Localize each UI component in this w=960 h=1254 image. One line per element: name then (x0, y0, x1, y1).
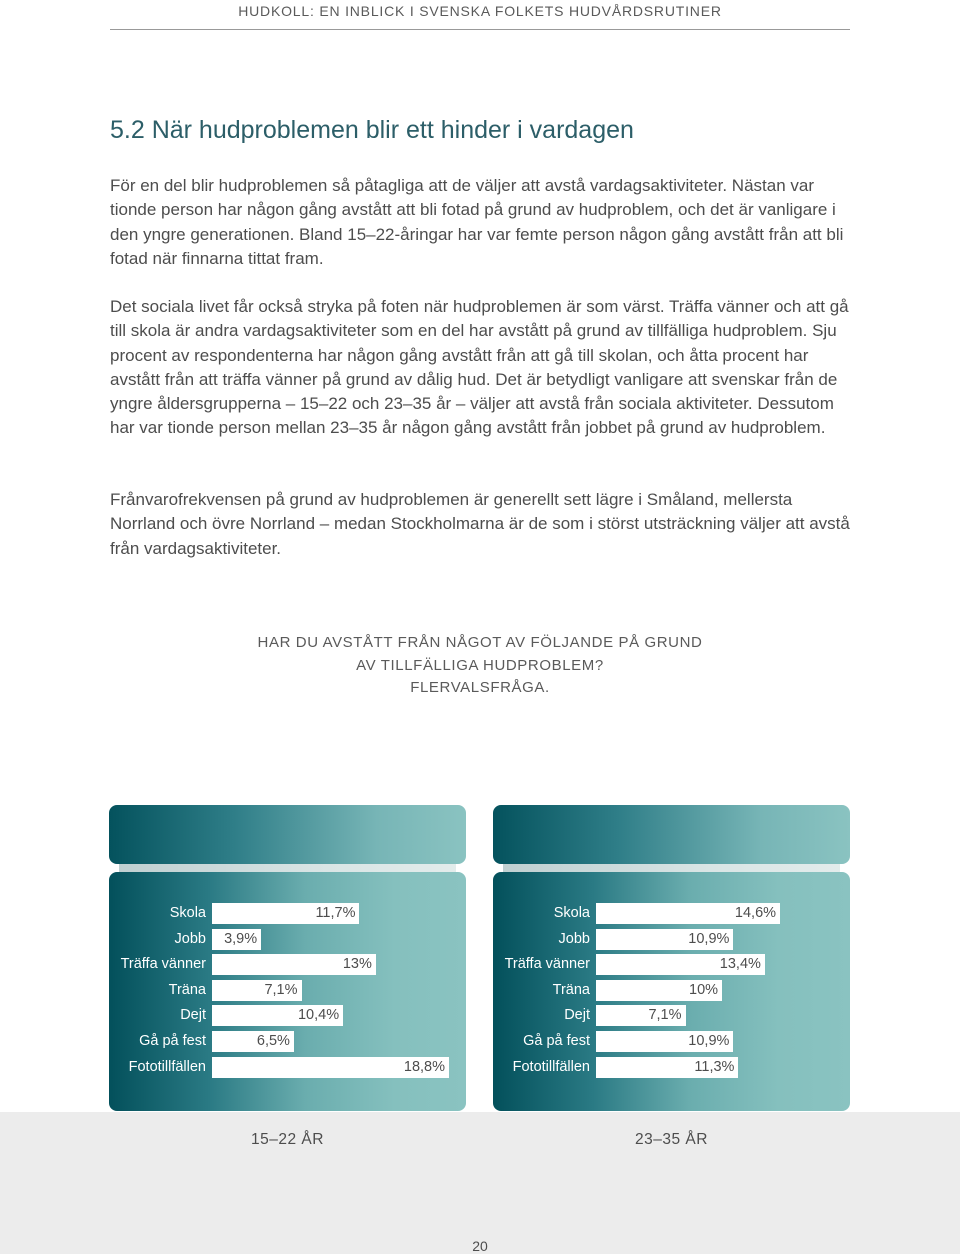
bar-row (493, 1031, 850, 1052)
bar-value-label: 13% (342, 956, 372, 973)
bar-value-label: 3,9% (224, 930, 258, 947)
bar-row (493, 929, 850, 950)
body-paragraph-3: Frånvarofrekvensen på grund av hudproblemen är generellt sett lägre i Småland, mellersta Norrland och övre Norrland – medan Stockholmarna är de som i störst utsträckning väljer att avstå från vardagsaktiviteter. (110, 490, 850, 558)
bar-row (109, 903, 466, 924)
bar-row (493, 1057, 850, 1078)
chart-question (110, 632, 850, 700)
bar-row (493, 954, 850, 975)
bar-value-label: 10,4% (297, 1007, 340, 1024)
jar-lid-decoration (109, 805, 466, 864)
bar (596, 980, 722, 1001)
bar-value-label: 6,5% (256, 1033, 290, 1049)
bar-row (493, 903, 850, 924)
bar (212, 1057, 449, 1078)
chart-panel-15-22 (109, 805, 466, 1111)
body-paragraph-2: Det sociala livet får också stryka på foten när hudproblemen är som värst. Träffa vänner och att gå till skola är andra vardagsaktiviteter som en del har avstått på grund av tillfälliga hudproblem. Sju procent av respondenterna har någon gång avstått från att gå till skolan, och åtta procent har avstått från att träffa vänner på grund av dålig hud. Det är betydligt vanligare att svenskar från de yngre åldersgrupperna – 15–22 och 23–35 år – väljer att avstå från sociala aktiviteter. Dessutom har var tionde person mellan 23–35 år någon gång avstått från jobbet på grund av hudproblem. (110, 297, 849, 438)
chart-question-line-2: AV TILLFÄLLIGA HUDPROBLEM? (356, 656, 604, 674)
bar-value-label: 10% (689, 981, 719, 998)
bar-category-label: Jobb (558, 930, 590, 947)
chart-bars-15-22 (109, 872, 466, 1111)
bar-row (109, 1031, 466, 1052)
bar-value-label: 7,1% (648, 1007, 682, 1024)
bar-category-label: Fototillfällen (512, 1058, 590, 1075)
bar-category-label: Gå på fest (139, 1033, 206, 1049)
bar (212, 1005, 343, 1026)
bar (596, 954, 765, 975)
section-title: 5.2 När hudproblemen blir ett hinder i vardagen (110, 116, 634, 144)
bar-value-label: 11,3% (694, 1058, 735, 1075)
bar-category-label: Träffa vänner (120, 956, 206, 973)
jar-lid-decoration (493, 805, 850, 864)
bar-row (109, 1057, 466, 1078)
bar-value-label: 14,6% (734, 905, 777, 921)
chart-question-line-3: FLERVALSFRÅGA. (410, 679, 550, 697)
bar-row (109, 1005, 466, 1026)
chart-caption-23-35: 23–35 ÅR (635, 1131, 708, 1148)
chart-bars-23-35 (493, 872, 850, 1111)
header-divider (110, 29, 850, 30)
chart-panel-23-35 (493, 805, 850, 1111)
bar-row (109, 954, 466, 975)
bar (596, 929, 733, 950)
chart-question-line-1: HAR DU AVSTÅTT FRÅN NÅGOT AV FÖLJANDE PÅ GRUND (257, 634, 703, 651)
bar-value-label: 10,9% (688, 930, 730, 947)
bar (212, 903, 359, 924)
jar-neck-decoration (119, 864, 456, 872)
bar-category-label: Träna (168, 981, 206, 998)
page-number: 20 (472, 1238, 488, 1254)
bar-category-label: Dejt (180, 1007, 206, 1024)
bar-value-label: 13,4% (719, 956, 761, 973)
bar (596, 1031, 733, 1052)
bar (212, 980, 302, 1001)
bar-category-label: Jobb (174, 930, 206, 947)
bar-category-label: Träna (552, 981, 590, 998)
bar (212, 954, 376, 975)
bar-value-label: 11,7% (315, 905, 356, 921)
bar (212, 1031, 294, 1052)
jar-neck-decoration (503, 864, 840, 872)
bar (212, 929, 261, 950)
bar-row (493, 980, 850, 1001)
bar-row (109, 980, 466, 1001)
bar (596, 1005, 686, 1026)
bar-category-label: Dejt (564, 1007, 590, 1024)
bar-category-label: Skola (169, 905, 206, 921)
bar-category-label: Fototillfällen (128, 1058, 206, 1075)
bar-category-label: Träffa vänner (504, 956, 590, 973)
bar-row (493, 1005, 850, 1026)
bar (596, 1057, 738, 1078)
bar-category-label: Gå på fest (523, 1033, 590, 1049)
running-header: HUDKOLL: EN INBLICK I SVENSKA FOLKETS HUDVÅRDSRUTINER (238, 3, 722, 19)
body-paragraph-1: För en del blir hudproblemen så påtagliga att de väljer att avstå vardagsaktiviteter. Nästan var tionde person har någon gång avstått att bli fotad på grund av hudproblem, och det är vanligare i den yngre generationen. Bland 15–22-åringar har var femte person någon gång avstått från att bli fotad när finnarna tittat fram. (110, 176, 844, 268)
bar-value-label: 18,8% (403, 1058, 445, 1075)
chart-caption-15-22: 15–22 ÅR (251, 1131, 324, 1148)
bar (596, 903, 780, 924)
bar-row (109, 929, 466, 950)
bar-category-label: Skola (553, 905, 590, 921)
bar-value-label: 7,1% (264, 981, 298, 998)
bar-value-label: 10,9% (688, 1033, 730, 1049)
